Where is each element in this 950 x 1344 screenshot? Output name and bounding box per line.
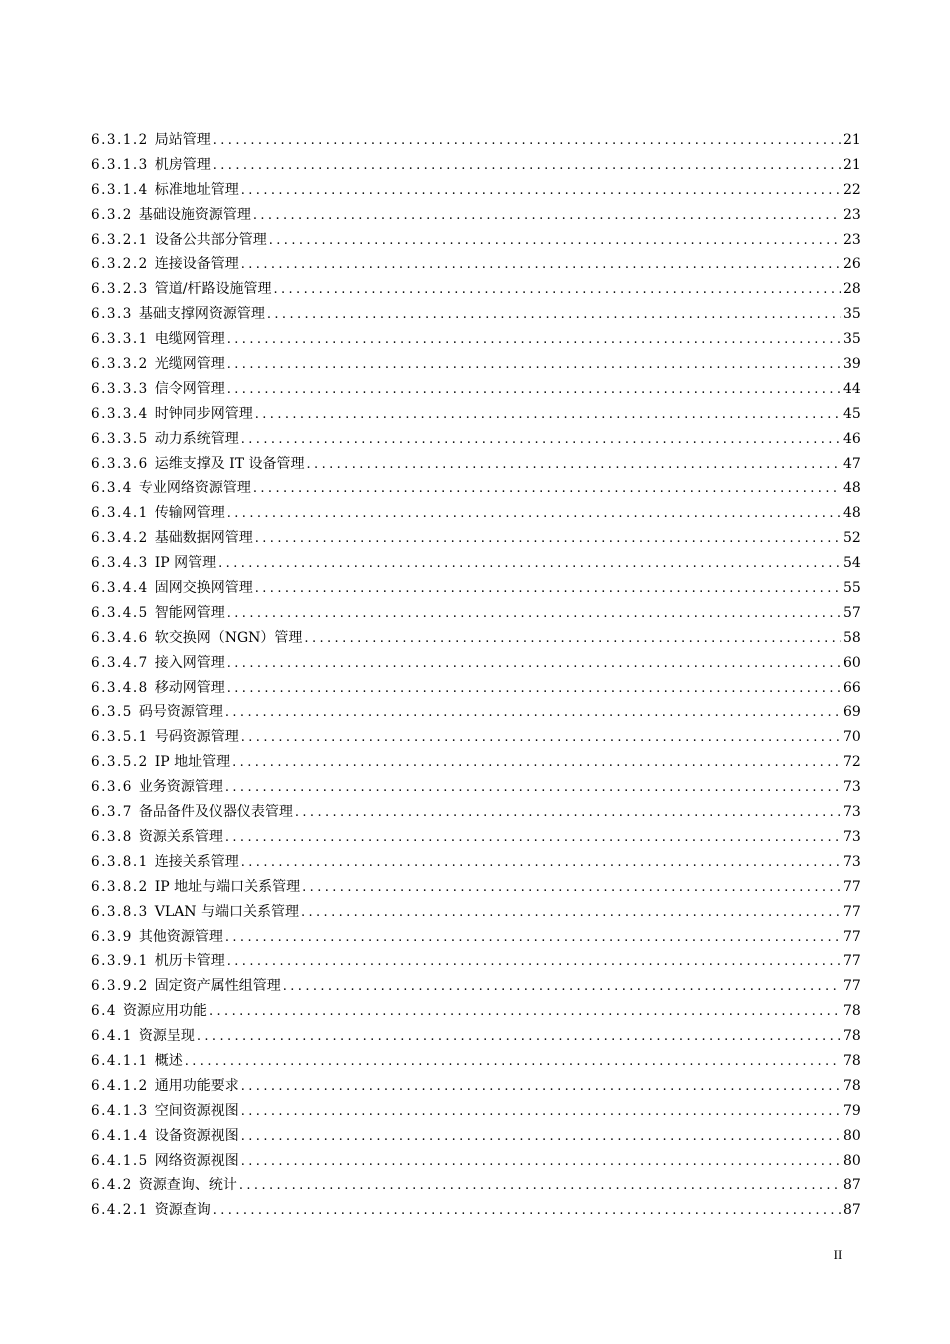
toc-entry[interactable] [91, 427, 859, 452]
toc-section-number: 6.3.3.1 [91, 331, 149, 348]
toc-section-number: 6.4.2 [91, 1177, 133, 1194]
toc-dot-leader [255, 577, 841, 602]
toc-page-number: 73 [843, 853, 861, 870]
toc-page-number: 73 [843, 804, 861, 821]
toc-page-number: 55 [843, 580, 861, 597]
toc-section-number: 6.3.3 [91, 306, 133, 323]
toc-section-title: 局站管理 [154, 132, 211, 148]
toc-entry[interactable] [91, 501, 859, 526]
toc-entry[interactable] [91, 626, 859, 651]
toc-page-number: 22 [843, 181, 861, 198]
toc-page-number: 57 [843, 604, 861, 621]
toc-section-title: 资源呈现 [138, 1028, 195, 1045]
toc-entry[interactable] [91, 925, 859, 950]
toc-entry[interactable] [91, 700, 859, 725]
toc-entry[interactable] [91, 1074, 859, 1099]
toc-section-number: 6.3.8.1 [91, 853, 149, 870]
toc-entry[interactable] [91, 551, 859, 576]
toc-entry[interactable] [91, 974, 859, 999]
toc-dot-leader [213, 154, 841, 179]
toc-dot-leader [241, 851, 841, 876]
toc-page-number: 60 [843, 654, 861, 671]
toc-section-title: 码号资源管理 [138, 704, 223, 721]
toc-dot-leader [227, 502, 841, 527]
toc-dot-leader [213, 129, 841, 154]
toc-section-number: 6.3.8.2 [91, 878, 149, 895]
toc-section-number: 6.3.7 [91, 804, 133, 821]
toc-section-title: 设备公共部分管理 [154, 231, 267, 248]
toc-section-number: 6.3.4.2 [91, 530, 149, 547]
toc-entry[interactable] [91, 825, 859, 850]
toc-section-title: 专业网络资源管理 [138, 480, 251, 497]
toc-entry[interactable] [91, 128, 859, 153]
toc-page-number: 28 [843, 281, 861, 298]
toc-dot-leader [304, 627, 841, 652]
toc-page-number: 73 [843, 779, 861, 796]
toc-dot-leader [241, 253, 841, 278]
toc-section-title: 动力系统管理 [154, 430, 239, 447]
toc-section-number: 6.3.9.2 [91, 978, 149, 995]
toc-entry[interactable] [91, 327, 859, 352]
table-of-contents [91, 128, 859, 1223]
toc-section-title: IP 网管理 [154, 555, 217, 572]
toc-entry[interactable] [91, 153, 859, 178]
toc-section-number: 6.4.1 [91, 1028, 133, 1045]
toc-section-number: 6.3.4.7 [91, 654, 149, 671]
toc-section-number: 6.3.8.3 [91, 903, 149, 920]
toc-section-title: 资源查询 [154, 1202, 211, 1219]
toc-section-number: 6.3.5 [91, 704, 133, 721]
toc-dot-leader [227, 353, 841, 378]
toc-page-number: 47 [843, 455, 861, 472]
toc-section-number: 6.3.2.3 [91, 281, 149, 298]
toc-page-number: 23 [843, 206, 861, 223]
toc-page-number: 35 [843, 331, 861, 348]
toc-section-title: 基础支撑网资源管理 [138, 306, 265, 323]
toc-section-number: 6.3.3.3 [91, 380, 149, 397]
toc-dot-leader [218, 552, 841, 577]
toc-dot-leader [241, 1075, 841, 1100]
toc-entry[interactable] [91, 228, 859, 253]
toc-dot-leader [213, 1199, 841, 1224]
toc-page-number: 46 [843, 430, 861, 447]
toc-section-title: 电缆网管理 [154, 331, 225, 348]
toc-section-number: 6.3.5.1 [91, 729, 149, 746]
toc-entry[interactable] [91, 651, 859, 676]
toc-page-number: 80 [843, 1152, 861, 1169]
toc-section-title: 备品备件及仪器仪表管理 [138, 804, 293, 821]
toc-dot-leader [227, 378, 841, 403]
toc-page-number: 77 [843, 978, 861, 995]
toc-section-number: 6.3.4.5 [91, 604, 149, 621]
toc-dot-leader [241, 1125, 841, 1150]
toc-entry[interactable] [91, 352, 859, 377]
toc-dot-leader [273, 278, 841, 303]
toc-dot-leader [185, 1050, 841, 1075]
toc-page-number: 79 [843, 1102, 861, 1119]
toc-section-title: 信令网管理 [154, 380, 225, 397]
toc-entry[interactable] [91, 203, 859, 228]
toc-entry[interactable] [91, 476, 859, 501]
toc-entry[interactable] [91, 377, 859, 402]
toc-page-number: 45 [843, 405, 861, 422]
toc-section-title: 时钟同步网管理 [154, 405, 253, 422]
toc-entry[interactable] [91, 676, 859, 701]
toc-entry[interactable] [91, 252, 859, 277]
toc-section-title: 资源应用功能 [122, 1003, 207, 1020]
toc-page-number: 44 [843, 380, 861, 397]
toc-section-title: 智能网管理 [154, 604, 225, 621]
toc-page-number: 78 [843, 1052, 861, 1069]
toc-entry[interactable] [91, 725, 859, 750]
toc-entry[interactable] [91, 900, 859, 925]
toc-entry[interactable] [91, 526, 859, 551]
toc-page-number: 26 [843, 256, 861, 273]
toc-page-number: 80 [843, 1127, 861, 1144]
toc-entry[interactable] [91, 775, 859, 800]
page-number: II [833, 1247, 843, 1262]
toc-section-title: 通用功能要求 [154, 1077, 239, 1094]
toc-section-title: 号码资源管理 [154, 729, 239, 746]
toc-section-title: 基础设施资源管理 [138, 206, 251, 223]
toc-page-number: 78 [843, 1028, 861, 1045]
toc-dot-leader [269, 229, 841, 254]
toc-dot-leader [232, 751, 841, 776]
toc-entry[interactable] [91, 1049, 859, 1074]
toc-section-number: 6.3.6 [91, 779, 133, 796]
toc-entry[interactable] [91, 402, 859, 427]
toc-section-number: 6.3.4.4 [91, 580, 149, 597]
toc-section-number: 6.4.2.1 [91, 1202, 149, 1219]
toc-section-number: 6.3.2.1 [91, 231, 149, 248]
toc-dot-leader [239, 1174, 841, 1199]
toc-dot-leader [227, 328, 841, 353]
toc-section-number: 6.3.8 [91, 828, 133, 845]
toc-dot-leader [283, 975, 841, 1000]
toc-section-number: 6.4.1.4 [91, 1127, 149, 1144]
toc-page-number: 77 [843, 903, 861, 920]
toc-dot-leader [197, 1025, 841, 1050]
toc-section-number: 6.3.1.3 [91, 156, 149, 173]
toc-section-number: 6.4.1.3 [91, 1102, 149, 1119]
toc-section-number: 6.3.2 [91, 206, 133, 223]
toc-section-number: 6.3.9 [91, 928, 133, 945]
toc-section-number: 6.3.3.5 [91, 430, 149, 447]
toc-section-number: 6.3.3.6 [91, 455, 149, 472]
toc-entry[interactable] [91, 800, 859, 825]
toc-dot-leader [241, 179, 841, 204]
toc-section-title: IP 地址管理 [154, 754, 231, 771]
toc-entry[interactable] [91, 576, 859, 601]
toc-section-number: 6.3.4.6 [91, 629, 149, 646]
toc-dot-leader [225, 826, 841, 851]
toc-page-number: 87 [843, 1202, 861, 1219]
toc-section-number: 6.3.1.4 [91, 181, 149, 198]
toc-dot-leader [255, 527, 841, 552]
toc-section-title: 连接关系管理 [154, 853, 239, 870]
toc-page-number: 73 [843, 828, 861, 845]
toc-entry[interactable] [91, 750, 859, 775]
toc-page-number: 77 [843, 928, 861, 945]
toc-dot-leader [253, 204, 841, 229]
toc-page-number: 52 [843, 530, 861, 547]
toc-entry[interactable] [91, 1149, 859, 1174]
toc-section-title: 标准地址管理 [154, 181, 239, 198]
toc-section-number: 6.4.1.5 [91, 1152, 149, 1169]
toc-dot-leader [295, 801, 841, 826]
toc-section-number: 6.3.3.4 [91, 405, 149, 422]
toc-section-number: 6.3.9.1 [91, 953, 149, 970]
toc-dot-leader [225, 701, 841, 726]
toc-section-title: 机历卡管理 [154, 953, 225, 970]
toc-dot-leader [302, 876, 841, 901]
toc-page-number: 21 [843, 156, 861, 173]
toc-section-title: 传输网管理 [154, 505, 225, 522]
toc-dot-leader [225, 776, 841, 801]
toc-page-number: 70 [843, 729, 861, 746]
toc-section-number: 6.4.1.2 [91, 1077, 149, 1094]
toc-section-title: IP 地址与端口关系管理 [154, 878, 301, 895]
toc-entry[interactable] [91, 452, 859, 477]
toc-section-title: 空间资源视图 [154, 1102, 239, 1119]
toc-section-title: 接入网管理 [154, 654, 225, 671]
toc-section-number: 6.3.4.1 [91, 505, 149, 522]
toc-page-number: 69 [843, 704, 861, 721]
toc-entry[interactable] [91, 1124, 859, 1149]
toc-dot-leader [209, 1000, 841, 1025]
toc-page-number: 78 [843, 1003, 861, 1020]
toc-dot-leader [241, 726, 841, 751]
toc-entry[interactable] [91, 1173, 859, 1198]
toc-section-title: 管道/杆路设施管理 [154, 281, 272, 298]
toc-section-title: 连接设备管理 [154, 256, 239, 273]
toc-section-number: 6.4.1.1 [91, 1052, 149, 1069]
toc-entry[interactable] [91, 850, 859, 875]
toc-page-number: 87 [843, 1177, 861, 1194]
toc-dot-leader [227, 677, 841, 702]
toc-dot-leader [267, 303, 841, 328]
toc-section-title: 光缆网管理 [154, 356, 225, 373]
toc-section-title: 其他资源管理 [138, 928, 223, 945]
toc-section-number: 6.3.3.2 [91, 356, 149, 373]
toc-entry[interactable] [91, 999, 859, 1024]
toc-entry[interactable] [91, 1198, 859, 1223]
toc-section-title: 固网交换网管理 [154, 580, 253, 597]
toc-entry[interactable] [91, 1024, 859, 1049]
toc-section-number: 6.3.5.2 [91, 754, 149, 771]
toc-section-title: 软交换网（NGN）管理 [154, 629, 303, 646]
toc-dot-leader [241, 1100, 841, 1125]
toc-dot-leader [253, 477, 841, 502]
toc-page-number: 48 [843, 480, 861, 497]
toc-section-number: 6.3.1.2 [91, 132, 149, 148]
toc-section-number: 6.4 [91, 1003, 117, 1020]
toc-entry[interactable] [91, 277, 859, 302]
toc-page-number: 77 [843, 953, 861, 970]
toc-page-number: 78 [843, 1077, 861, 1094]
toc-entry[interactable] [91, 1099, 859, 1124]
toc-page-number: 72 [843, 754, 861, 771]
toc-page-number: 39 [843, 356, 861, 373]
toc-page-number: 66 [843, 679, 861, 696]
toc-dot-leader [227, 950, 841, 975]
toc-section-number: 6.3.4.3 [91, 555, 149, 572]
toc-dot-leader [227, 602, 841, 627]
toc-entry[interactable] [91, 302, 859, 327]
toc-page-number: 35 [843, 306, 861, 323]
toc-section-title: 运维支撑及 IT 设备管理 [154, 455, 305, 472]
toc-entry[interactable] [91, 949, 859, 974]
toc-page-number: 54 [843, 555, 861, 572]
toc-entry[interactable] [91, 178, 859, 203]
toc-section-title: 设备资源视图 [154, 1127, 239, 1144]
toc-entry[interactable] [91, 601, 859, 626]
toc-entry[interactable] [91, 875, 859, 900]
toc-section-title: 移动网管理 [154, 679, 225, 696]
toc-section-title: 概述 [154, 1052, 183, 1069]
toc-dot-leader [241, 1150, 841, 1175]
toc-page-number: 58 [843, 629, 861, 646]
toc-section-title: VLAN 与端口关系管理 [154, 903, 299, 920]
toc-section-number: 6.3.4 [91, 480, 133, 497]
toc-page-number: 23 [843, 231, 861, 248]
toc-dot-leader [225, 926, 841, 951]
toc-dot-leader [227, 652, 841, 677]
toc-dot-leader [307, 453, 841, 478]
toc-section-title: 资源查询、统计 [138, 1177, 237, 1194]
toc-dot-leader [255, 403, 841, 428]
toc-section-title: 基础数据网管理 [154, 530, 253, 547]
toc-dot-leader [301, 901, 841, 926]
toc-page-number: 48 [843, 505, 861, 522]
toc-section-title: 网络资源视图 [154, 1152, 239, 1169]
toc-section-title: 资源关系管理 [138, 828, 223, 845]
toc-section-title: 固定资产属性组管理 [154, 978, 281, 995]
toc-section-title: 机房管理 [154, 156, 211, 173]
toc-section-title: 业务资源管理 [138, 779, 223, 796]
toc-page-number: 21 [843, 132, 861, 148]
toc-section-number: 6.3.2.2 [91, 256, 149, 273]
toc-section-number: 6.3.4.8 [91, 679, 149, 696]
toc-dot-leader [241, 428, 841, 453]
toc-page-number: 77 [843, 878, 861, 895]
